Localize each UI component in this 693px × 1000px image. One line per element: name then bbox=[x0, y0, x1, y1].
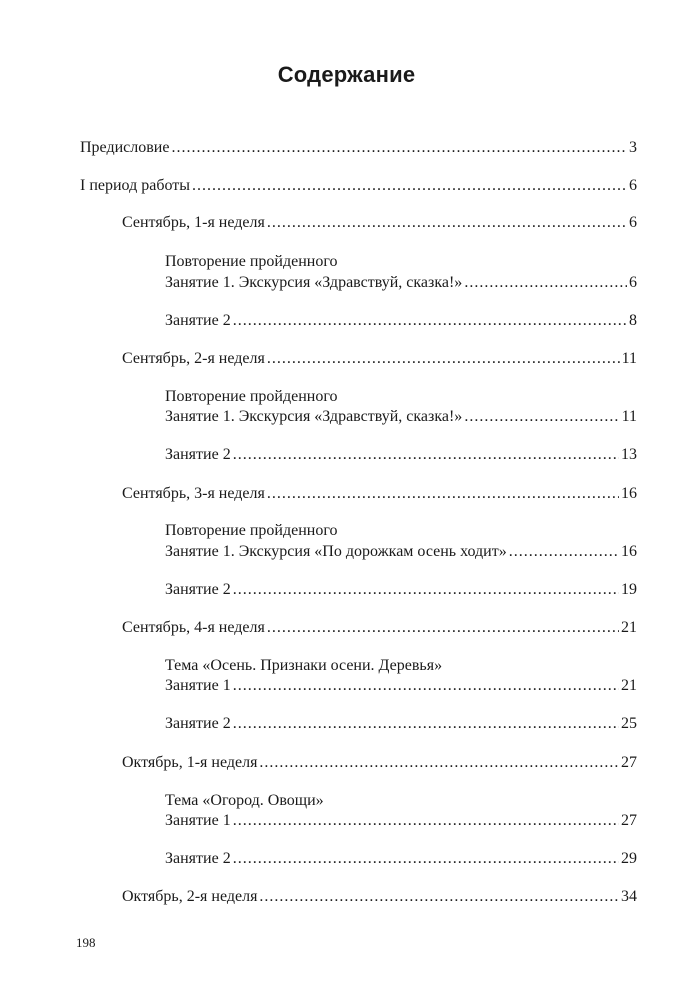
toc-page-number: 11 bbox=[621, 408, 637, 425]
toc-entry-week[interactable] bbox=[122, 484, 637, 504]
toc-page-number: 8 bbox=[629, 312, 637, 329]
toc-page-number: 21 bbox=[621, 677, 637, 694]
toc-page-number: 13 bbox=[621, 446, 637, 463]
dot-leader bbox=[233, 445, 619, 465]
toc-page-number: 16 bbox=[621, 543, 637, 560]
toc-entry-preface[interactable] bbox=[80, 138, 637, 158]
toc-entry-week[interactable] bbox=[122, 618, 637, 638]
dot-leader bbox=[464, 273, 627, 293]
toc-entry-label: Занятие 2 bbox=[165, 850, 231, 867]
toc-entry-lesson[interactable] bbox=[165, 311, 637, 331]
toc-topic-heading: Тема «Осень. Признаки осени. Деревья» bbox=[165, 657, 443, 674]
toc-entry-label: Предисловие bbox=[80, 139, 170, 156]
dot-leader bbox=[233, 311, 627, 331]
toc-entry-lesson[interactable] bbox=[165, 849, 637, 869]
toc-entry-lesson[interactable] bbox=[165, 714, 637, 734]
toc-entry-label: Занятие 2 bbox=[165, 581, 231, 598]
dot-leader bbox=[267, 213, 627, 233]
toc-entry-lesson[interactable] bbox=[165, 407, 637, 427]
toc-entry-label: Занятие 2 bbox=[165, 312, 231, 329]
toc-page-number: 6 bbox=[629, 177, 637, 194]
toc-entry-lesson[interactable] bbox=[165, 542, 637, 562]
page-title: Содержание bbox=[277, 62, 416, 87]
toc-entry-label: Октябрь, 2-я неделя bbox=[122, 888, 258, 905]
dot-leader bbox=[233, 714, 619, 734]
toc-page-number: 34 bbox=[621, 888, 637, 905]
toc-page-number: 3 bbox=[629, 139, 637, 156]
toc-entry-label: Сентябрь, 1-я неделя bbox=[122, 214, 265, 231]
toc-page-number: 29 bbox=[621, 850, 637, 867]
toc-entry-label: Занятие 1. Экскурсия «По дорожкам осень ходит» bbox=[165, 543, 507, 560]
dot-leader bbox=[259, 887, 619, 907]
dot-leader bbox=[192, 176, 627, 196]
toc-entry-week[interactable] bbox=[122, 887, 637, 907]
dot-leader bbox=[259, 753, 619, 773]
toc-entry-lesson[interactable] bbox=[165, 811, 637, 831]
toc-entry-label: I период работы bbox=[80, 177, 191, 194]
toc-page-number: 6 bbox=[629, 214, 637, 231]
toc-topic-heading: Тема «Огород. Овощи» bbox=[165, 792, 324, 809]
toc-entry-label: Сентябрь, 3-я неделя bbox=[122, 485, 265, 502]
toc-entry-section[interactable] bbox=[80, 176, 637, 196]
dot-leader bbox=[233, 580, 619, 600]
toc-entry-label: Занятие 1 bbox=[165, 812, 231, 829]
toc-entry-lesson[interactable] bbox=[165, 676, 637, 696]
toc-page-number: 21 bbox=[621, 619, 637, 636]
toc-page-number: 6 bbox=[629, 274, 637, 291]
toc-entry-label: Сентябрь, 2-я неделя bbox=[122, 350, 265, 367]
toc-entry-label: Занятие 2 bbox=[165, 715, 231, 732]
toc-entry-label: Занятие 1. Экскурсия «Здравствуй, сказка!» bbox=[165, 274, 463, 291]
toc-topic-heading: Повторение пройденного bbox=[165, 388, 338, 405]
toc-entry-label: Сентябрь, 4-я неделя bbox=[122, 619, 265, 636]
dot-leader bbox=[267, 349, 620, 369]
toc-entry-lesson[interactable] bbox=[165, 445, 637, 465]
toc-topic-heading: Повторение пройденного bbox=[165, 522, 338, 539]
dot-leader bbox=[267, 484, 619, 504]
toc-page-number: 25 bbox=[621, 715, 637, 732]
toc-page-number: 16 bbox=[621, 485, 637, 502]
dot-leader bbox=[171, 138, 627, 158]
toc-page-number: 19 bbox=[621, 581, 637, 598]
dot-leader bbox=[464, 407, 619, 427]
toc-entry-week[interactable] bbox=[122, 349, 637, 369]
toc-page-number: 27 bbox=[621, 812, 637, 829]
toc-entry-label: Занятие 1. Экскурсия «Здравствуй, сказка!» bbox=[165, 408, 463, 425]
toc-page-number: 11 bbox=[621, 350, 637, 367]
toc-entry-label: Занятие 2 bbox=[165, 446, 231, 463]
toc-topic-heading: Повторение пройденного bbox=[165, 253, 338, 270]
dot-leader bbox=[233, 811, 619, 831]
toc-entry-label: Октябрь, 1-я неделя bbox=[122, 754, 258, 771]
dot-leader bbox=[267, 618, 619, 638]
toc-page-number: 27 bbox=[621, 754, 637, 771]
dot-leader bbox=[233, 676, 619, 696]
dot-leader bbox=[509, 542, 619, 562]
dot-leader bbox=[233, 849, 619, 869]
toc-entry-label: Занятие 1 bbox=[165, 677, 231, 694]
page-number: 198 bbox=[76, 935, 96, 950]
toc-entry-week[interactable] bbox=[122, 753, 637, 773]
toc-entry-lesson[interactable] bbox=[165, 273, 637, 293]
toc-entry-week[interactable] bbox=[122, 213, 637, 233]
toc-entry-lesson[interactable] bbox=[165, 580, 637, 600]
